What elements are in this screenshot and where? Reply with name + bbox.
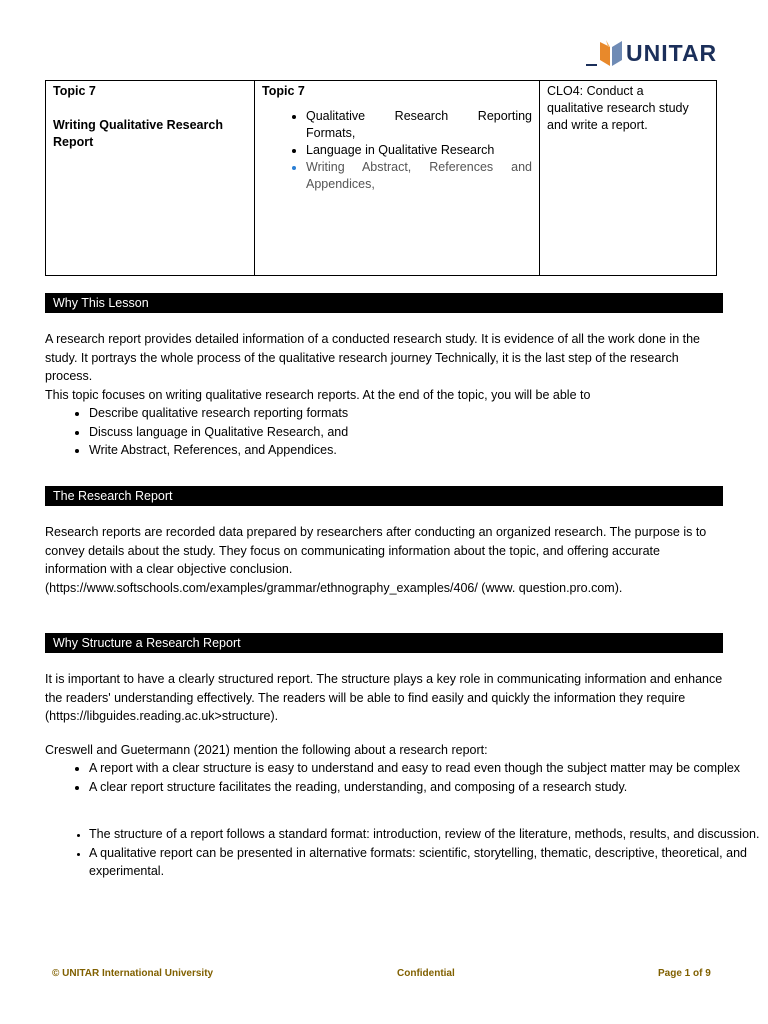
- paragraph: It is important to have a clearly structured report. The structure plays a key role in communicating information and enhance the readers' understanding effectively. The readers will be able to find easily and quickly the information they require (https://libguides.reading.ac.uk>structure).: [45, 672, 723, 723]
- section-heading-research-report: The Research Report: [45, 486, 723, 506]
- topic-cell: [46, 81, 255, 276]
- logo-underscore: [586, 64, 597, 66]
- book-icon: [598, 38, 624, 68]
- list-item: • Discuss language in Qualitative Research, and: [89, 423, 768, 442]
- paragraph: Creswell and Guetermann (2021) mention the following about a research report:: [45, 743, 488, 757]
- list-item: • Describe qualitative research reporting formats: [89, 404, 768, 423]
- topic-title: Writing Qualitative Research Report: [53, 118, 223, 149]
- topic-label: Topic 7: [53, 84, 96, 98]
- paragraph: This topic focuses on writing qualitative research reports. At the end of the topic, you will be able to: [45, 388, 591, 402]
- list-item: • Write Abstract, References, and Appendices.: [89, 441, 768, 460]
- report-format-list: [45, 825, 768, 881]
- list-item: • A qualitative report can be presented in alternative formats: scientific, storytelling, thematic, descriptive, theoretical, and experimental.: [89, 844, 768, 881]
- list-item: • Qualitative Research Reporting Formats,: [306, 108, 532, 142]
- list-item: • The structure of a report follows a standard format: introduction, review of the literature, methods, results, and discussion.: [89, 825, 768, 844]
- logo-text: UNITAR: [626, 40, 718, 66]
- report-benefits-list: [45, 759, 768, 796]
- topic-content-cell: [255, 81, 540, 276]
- clo-cell: [540, 81, 717, 276]
- paragraph: A research report provides detailed information of a conducted research study. It is evidence of all the work done in the study. It portrays the whole process of the qualitative research journey Technically, it is the last step of the research process.: [45, 332, 700, 383]
- footer-confidential: Confidential: [397, 968, 455, 979]
- clo-text: CLO4: Conduct a qualitative research study and write a report.: [547, 84, 689, 132]
- paragraph: Research reports are recorded data prepared by researchers after conducting an organized research. The purpose is to convey details about the study. They focus on communicating information about the topic, and offering accurate information with a clear objective conclusion. (https://www.softschools.com/examples/grammar/ethnography_examples/406/ (www. question.pro.com).: [45, 525, 707, 595]
- footer-copyright: © UNITAR International University: [52, 968, 214, 979]
- objectives-list: [45, 404, 768, 460]
- topic-table: [45, 80, 717, 276]
- section-heading-why-structure: Why Structure a Research Report: [45, 633, 723, 653]
- topic-content-label: Topic 7: [262, 84, 305, 98]
- list-item: • A report with a clear structure is easy to understand and easy to read even though the subject matter may be complex: [89, 759, 768, 778]
- unitar-logo: [586, 38, 721, 70]
- section-heading-why-lesson: Why This Lesson: [45, 293, 723, 313]
- footer-page-number: Page 1 of 9: [658, 968, 711, 979]
- list-item: • Writing Abstract, References and Appendices,: [306, 159, 532, 193]
- topic-content-list: [262, 108, 532, 193]
- list-item: • A clear report structure facilitates the reading, understanding, and composing of a research study.: [89, 778, 768, 797]
- list-item: • Language in Qualitative Research: [306, 142, 532, 159]
